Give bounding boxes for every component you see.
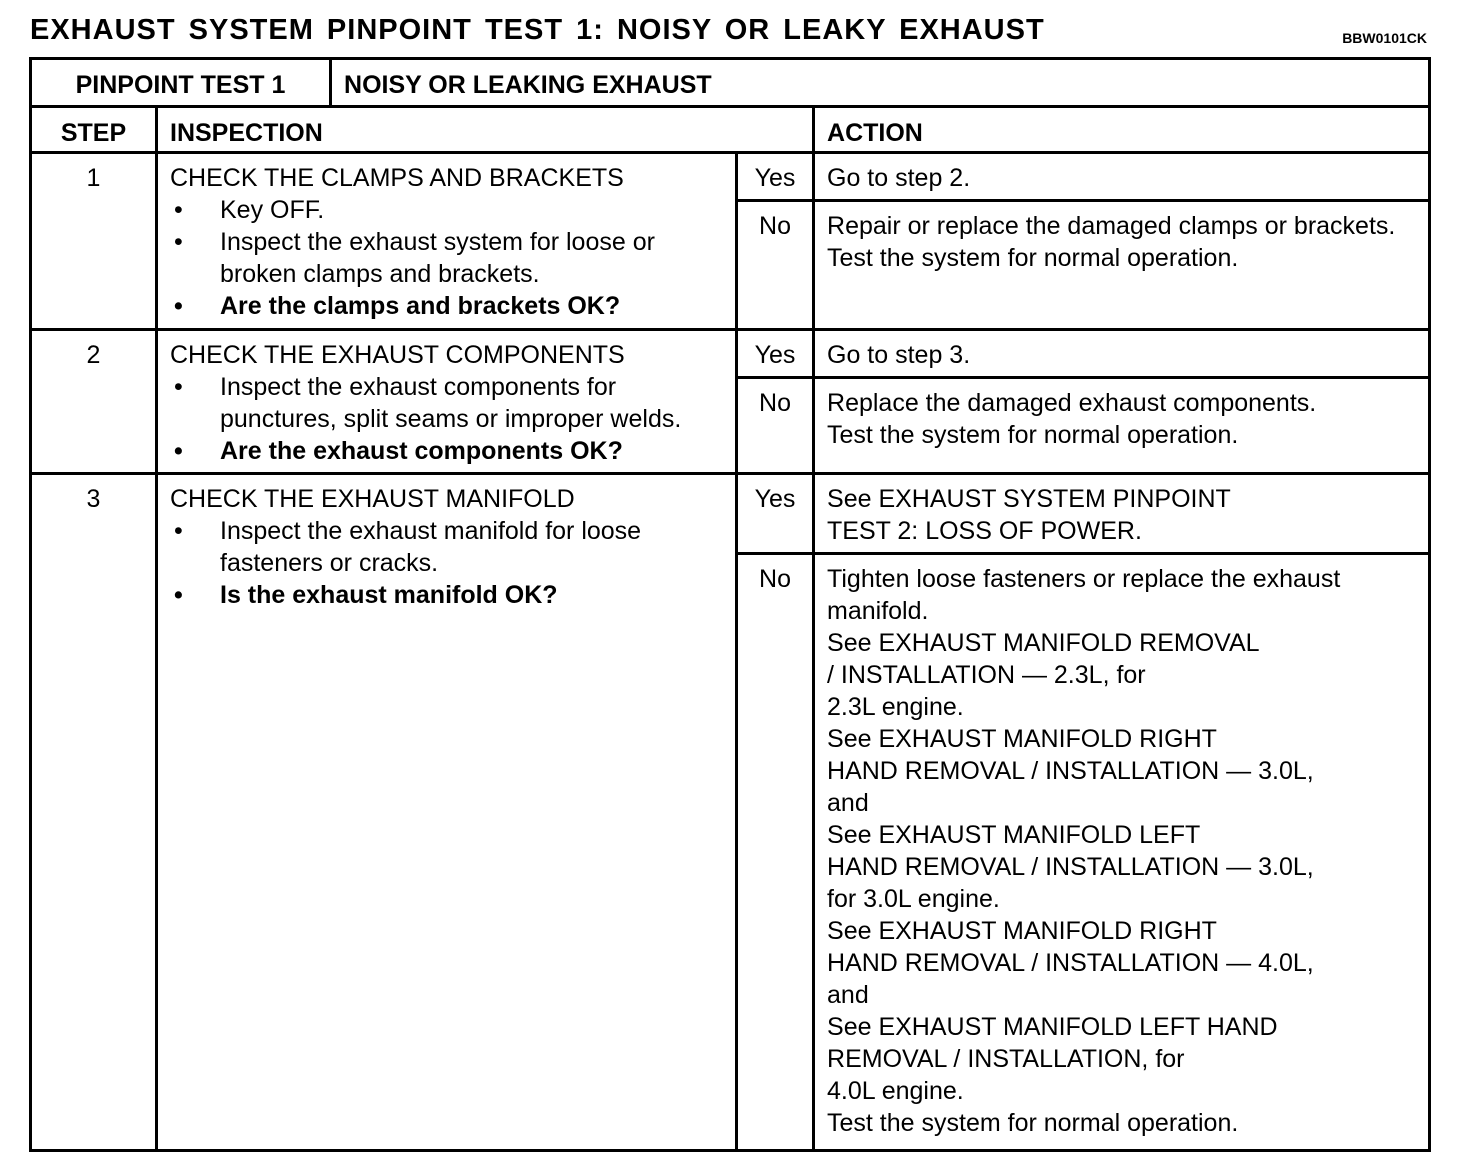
pinpoint-test-table: [29, 57, 1431, 1152]
inspection-bullets: [170, 371, 725, 467]
bullet-item: • Inspect the exhaust components for punctures, split seams or improper welds.: [170, 371, 725, 435]
action-line: Test the system for normal operation.: [827, 1109, 1239, 1137]
step-column-header: STEP: [31, 107, 157, 153]
test-label: PINPOINT TEST 1: [31, 59, 331, 107]
action-line: See EXHAUST MANIFOLD LEFT HAND: [827, 1013, 1278, 1041]
inspection-heading: CHECK THE EXHAUST COMPONENTS: [170, 341, 625, 369]
inspection-heading: CHECK THE CLAMPS AND BRACKETS: [170, 164, 624, 192]
yes-action: [814, 474, 1430, 554]
bullet-item: • Inspect the exhaust system for loose or broken clamps and brackets.: [170, 226, 725, 290]
action-line: 4.0L engine.: [827, 1077, 964, 1105]
action-line: See EXHAUST SYSTEM PINPOINT: [827, 485, 1231, 513]
action-line: REMOVAL / INSTALLATION, for: [827, 1045, 1185, 1073]
action-line: Go to step 2.: [827, 164, 971, 192]
action-line: Tighten loose fasteners or replace the exhaust manifold.: [827, 565, 1341, 625]
table-row: [31, 153, 1430, 201]
inspection-cell: [157, 330, 737, 474]
test-name: NOISY OR LEAKING EXHAUST: [331, 59, 1430, 107]
action-line: Test the system for normal operation.: [827, 421, 1239, 449]
inspection-bullets: [170, 194, 725, 322]
no-label: No: [737, 378, 814, 474]
action-line: for 3.0L engine.: [827, 885, 1000, 913]
action-line: and: [827, 789, 869, 817]
step-number: 1: [31, 153, 157, 330]
document-code: BBW0101CK: [1342, 30, 1427, 46]
yes-action: [814, 330, 1430, 378]
action-line: TEST 2: LOSS OF POWER.: [827, 517, 1142, 545]
yes-label: Yes: [737, 474, 814, 554]
no-action: [814, 201, 1430, 330]
yes-label: Yes: [737, 153, 814, 201]
inspection-column-header: INSPECTION: [157, 107, 814, 153]
action-line: See EXHAUST MANIFOLD REMOVAL: [827, 629, 1260, 657]
table-row: [31, 330, 1430, 378]
yes-action: [814, 153, 1430, 201]
inspection-heading: CHECK THE EXHAUST MANIFOLD: [170, 485, 575, 513]
inspection-cell: [157, 474, 737, 1151]
action-line: See EXHAUST MANIFOLD RIGHT: [827, 917, 1217, 945]
action-line: Repair or replace the damaged clamps or brackets.: [827, 212, 1396, 240]
action-line: Test the system for normal operation.: [827, 244, 1239, 272]
bullet-item: • Inspect the exhaust manifold for loose fasteners or cracks.: [170, 515, 725, 579]
bullet-question: • Are the clamps and brackets OK?: [170, 290, 725, 322]
test-title-row: [31, 59, 1430, 107]
action-line: and: [827, 981, 869, 1009]
no-label: No: [737, 201, 814, 330]
inspection-cell: [157, 153, 737, 330]
action-line: HAND REMOVAL / INSTALLATION — 4.0L,: [827, 949, 1314, 977]
step-number: 2: [31, 330, 157, 474]
page-title: EXHAUST SYSTEM PINPOINT TEST 1: NOISY OR LEAKY EXHAUST: [30, 14, 1045, 46]
bullet-item: • Key OFF.: [170, 194, 725, 226]
column-header-row: [31, 107, 1430, 153]
bullet-question: • Are the exhaust components OK?: [170, 435, 725, 467]
step-number: 3: [31, 474, 157, 1151]
action-line: Go to step 3.: [827, 341, 971, 369]
action-line: 2.3L engine.: [827, 693, 964, 721]
action-line: See EXHAUST MANIFOLD RIGHT: [827, 725, 1217, 753]
action-line: / INSTALLATION — 2.3L, for: [827, 661, 1146, 689]
inspection-bullets: [170, 515, 725, 611]
no-label: No: [737, 554, 814, 1151]
action-line: Replace the damaged exhaust components.: [827, 389, 1317, 417]
action-line: HAND REMOVAL / INSTALLATION — 3.0L,: [827, 853, 1314, 881]
action-column-header: ACTION: [814, 107, 1430, 153]
bullet-question: • Is the exhaust manifold OK?: [170, 579, 725, 611]
action-line: HAND REMOVAL / INSTALLATION — 3.0L,: [827, 757, 1314, 785]
no-action: [814, 378, 1430, 474]
action-line: See EXHAUST MANIFOLD LEFT: [827, 821, 1201, 849]
no-action: [814, 554, 1430, 1151]
yes-label: Yes: [737, 330, 814, 378]
table-row: [31, 474, 1430, 554]
